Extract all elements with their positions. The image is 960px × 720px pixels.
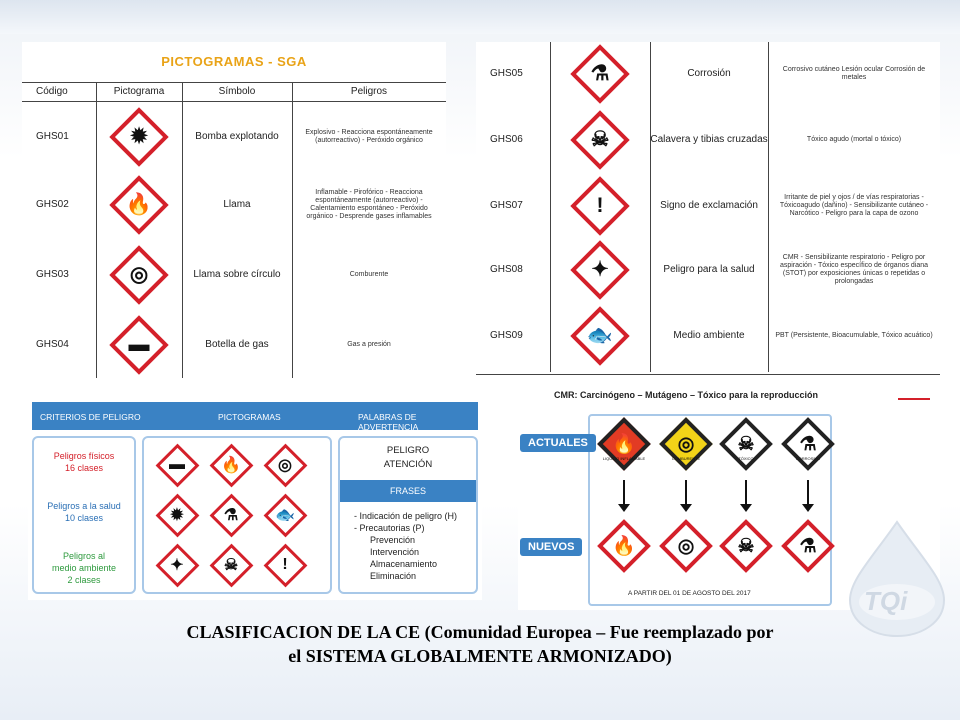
caption-line-1: CLASIFICACION DE LA CE (Comunidad Europea – Fue reemplazado por: [186, 622, 774, 642]
old-symbol-label: COMBURENTE: [671, 456, 701, 461]
old-symbol-2: [718, 416, 774, 472]
nuevos-label: NUEVOS: [520, 538, 582, 556]
pictograms-table-1: [22, 42, 446, 378]
table-row: [476, 238, 940, 302]
row-code: GHS04: [36, 339, 69, 351]
signal-word-atencion: ATENCIÓN: [383, 459, 433, 470]
row-symbol: Medio ambiente: [673, 330, 745, 342]
row-code: GHS09: [490, 330, 523, 342]
criteria-box: [32, 436, 136, 594]
row-pictogram: [96, 172, 182, 238]
row-hazards: Irritante de piel y ojos / de vías respiratorias - Tóxicoagudo (dañino) - Sensibilizante cutáneo - Narcótico - Peligro para la capa de ozono: [779, 193, 929, 218]
old-symbol-label: TÓXICO: [738, 456, 754, 461]
phrase-intervencion: Intervención: [370, 547, 420, 557]
signal-words-box: [338, 436, 478, 594]
arrow-head-3: [802, 504, 814, 512]
row-pictogram: [550, 304, 650, 368]
row-hazards: PBT (Persistente, Bioacumulable, Tóxico acuático): [775, 331, 933, 339]
env-label: Peligros al: [62, 551, 106, 561]
old-symbol-label: LIQUIDO INFLAMABLE: [602, 456, 646, 461]
new-hazard-icon: ☠: [718, 518, 774, 574]
physical-count: 16 clases: [64, 463, 104, 473]
table-row: [476, 174, 940, 238]
row-hazards: Inflamable - Pirofórico - Reacciona espontáneamente (autorreactivo) - Calentamiento espontáneo - Peróxido orgánico - Desprende gases inflamables: [306, 188, 432, 221]
row-hazards: Comburente: [349, 270, 389, 278]
row-code: GHS01: [36, 131, 69, 143]
row-pictogram: [550, 42, 650, 106]
phrase-h: - Indicación de peligro (H): [354, 511, 458, 521]
caption-line-2: el SISTEMA GLOBALMENTE ARMONIZADO): [288, 646, 672, 666]
arrow-head-2: [740, 504, 752, 512]
exclamation-icon: !: [569, 175, 631, 237]
row-symbol: Peligro para la salud: [663, 264, 755, 276]
phrase-eliminacion: Eliminación: [370, 571, 417, 581]
arrow-0: [623, 480, 625, 506]
old-hazard-icon: ⚗: [780, 416, 836, 472]
table-row: [22, 172, 446, 238]
row-pictogram: [550, 108, 650, 172]
row-pictogram: [96, 104, 182, 170]
table-row: [476, 42, 940, 106]
new-hazard-icon: ◎: [658, 518, 714, 574]
arrow-head-0: [618, 504, 630, 512]
row-pictogram: [96, 312, 182, 378]
gas-cylinder-icon: ▬: [154, 442, 200, 488]
criteria-header-right: PALABRAS DE ADVERTENCIA: [358, 412, 419, 432]
old-hazard-icon: ☠: [718, 416, 774, 472]
table-row: [22, 242, 446, 308]
skull-crossbones-icon: ☠: [569, 109, 631, 171]
row-code: GHS02: [36, 199, 69, 211]
frases-header: FRASES: [340, 480, 476, 502]
health-hazard-icon: ✦: [154, 542, 200, 588]
criteria-header-mid: PICTOGRAMAS: [218, 412, 281, 422]
row-symbol: Botella de gas: [205, 339, 269, 351]
table-bottom-rule: [476, 374, 940, 375]
gas-cylinder-icon: ▬: [108, 314, 170, 376]
old-symbol-1: [658, 416, 714, 472]
phrase-p: - Precautorias (P): [354, 523, 425, 533]
environment-icon: 🐟: [262, 492, 308, 538]
row-pictogram: [96, 242, 182, 308]
row-code: GHS05: [490, 68, 523, 80]
arrow-1: [685, 480, 687, 506]
header-symbol: Símbolo: [218, 86, 256, 98]
arrow-head-1: [680, 504, 692, 512]
environment-icon: 🐟: [569, 305, 631, 367]
table-header: [22, 82, 446, 102]
health-count: 10 clases: [64, 513, 104, 523]
actuales-label: ACTUALES: [520, 434, 596, 452]
row-symbol: Corrosión: [687, 68, 731, 80]
row-pictogram: [550, 174, 650, 238]
signal-word-peligro: PELIGRO: [386, 445, 430, 456]
env-count: 2 clases: [67, 575, 101, 585]
new-hazard-icon: ⚗: [780, 518, 836, 574]
header-pictogram: Pictograma: [113, 86, 165, 98]
row-code: GHS07: [490, 200, 523, 212]
exploding-bomb-icon: ✹: [108, 106, 170, 168]
flame-over-circle-icon: ◎: [262, 442, 308, 488]
table-row: [22, 312, 446, 378]
skull-crossbones-icon: ☠: [208, 542, 254, 588]
criteria-header: [32, 402, 478, 430]
row-hazards: CMR - Sensibilizante respiratorio - Peligro por aspiración - Tóxico específico de órganos diana (STOT) por exposiciones únicas o repetidas o prolongadas: [779, 253, 929, 286]
header-code: Código: [36, 86, 68, 98]
old-hazard-icon: ◎: [658, 416, 714, 472]
hazard-criteria-panel: [28, 398, 482, 600]
new-hazard-icon: 🔥: [596, 518, 652, 574]
env-label-2: medio ambiente: [51, 563, 117, 573]
row-symbol: Llama sobre círculo: [193, 269, 281, 281]
cmr-footnote: CMR: Carcinógeno – Mutágeno – Tóxico para la reproducción: [554, 390, 819, 400]
corrosion-icon: ⚗: [569, 43, 631, 105]
row-hazards: Gas a presión: [347, 340, 391, 348]
row-symbol: Calavera y tibias cruzadas: [650, 134, 768, 146]
criteria-header-left: CRITERIOS DE PELIGRO: [40, 412, 141, 422]
old-symbol-0: [596, 416, 652, 472]
row-code: GHS06: [490, 134, 523, 146]
table-row: [22, 104, 446, 170]
header-hazards: Peligros: [350, 86, 388, 98]
table-row: [476, 304, 940, 368]
row-symbol: Signo de exclamación: [660, 200, 758, 212]
row-hazards: Corrosivo cutáneo Lesión ocular Corrosión de metales: [782, 65, 926, 81]
physical-label: Peligros físicos: [53, 451, 115, 461]
old-symbol-label: CORROSIVO: [795, 456, 821, 461]
old-hazard-icon: 🔥: [596, 416, 652, 472]
flame-icon: 🔥: [208, 442, 254, 488]
pictograms-box: [142, 436, 332, 594]
transition-date-note: A PARTIR DEL 01 DE AGOSTO DEL 2017: [628, 590, 751, 597]
accent-line: [898, 398, 930, 400]
row-code: GHS08: [490, 264, 523, 276]
old-symbol-3: [780, 416, 836, 472]
slide-caption: [0, 620, 960, 668]
top-bar: [0, 0, 960, 34]
logo-text: TQi: [864, 586, 908, 616]
health-label: Peligros a la salud: [47, 501, 121, 511]
table-row: [476, 108, 940, 172]
table-title: PICTOGRAMAS - SGA: [161, 54, 307, 69]
phrase-almacenamiento: Almacenamiento: [370, 559, 438, 569]
flame-over-circle-icon: ◎: [108, 244, 170, 306]
pictograms-table-2: [476, 42, 940, 376]
exploding-bomb-icon: ✹: [154, 492, 200, 538]
phrase-prevencion: Prevención: [370, 535, 416, 545]
row-hazards: Explosivo - Reacciona espontáneamente (autorreactivo) - Peróxido orgánico: [305, 128, 433, 144]
row-hazards: Tóxico agudo (mortal o tóxico): [806, 135, 902, 143]
row-pictogram: [550, 238, 650, 302]
arrow-2: [745, 480, 747, 506]
flame-icon: 🔥: [108, 174, 170, 236]
row-symbol: Llama: [223, 199, 251, 211]
row-code: GHS03: [36, 269, 69, 281]
corrosion-icon: ⚗: [208, 492, 254, 538]
health-hazard-icon: ✦: [569, 239, 631, 301]
row-symbol: Bomba explotando: [195, 131, 279, 143]
arrow-3: [807, 480, 809, 506]
exclamation-icon: !: [262, 542, 308, 588]
